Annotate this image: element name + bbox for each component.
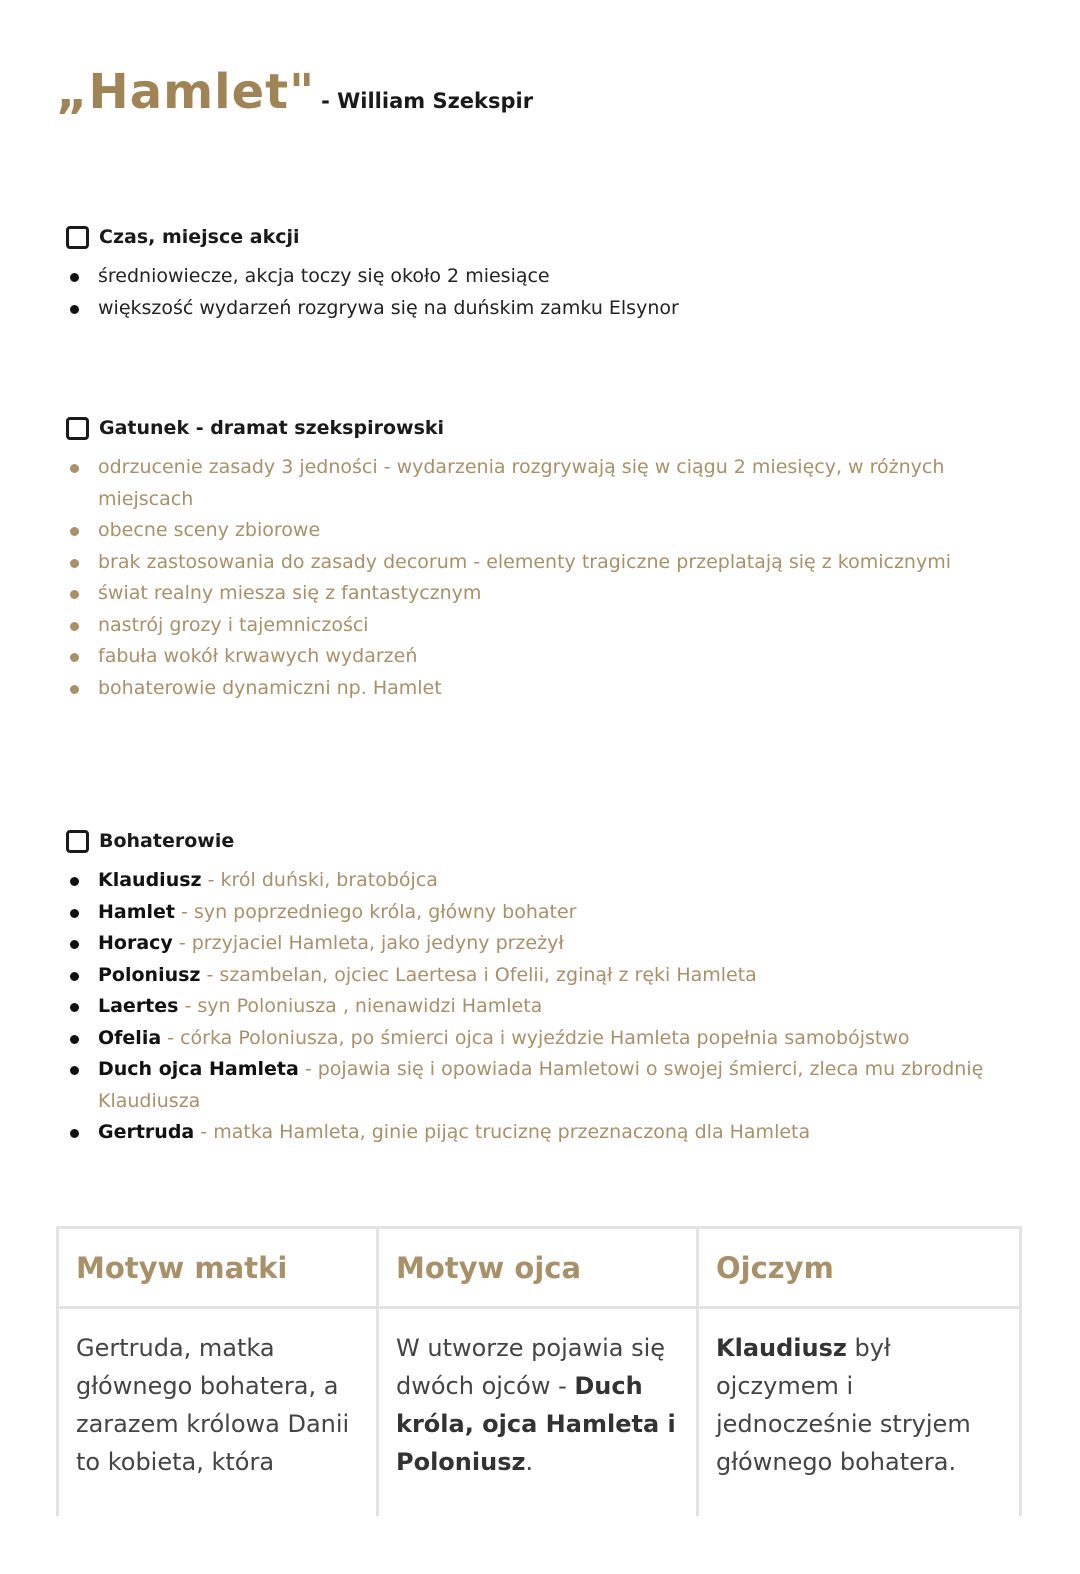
document-title: „Hamlet" (56, 64, 316, 120)
character-desc: - szambelan, ojciec Laertesa i Ofelii, zginął z ręki Hamleta (200, 963, 757, 986)
character-name: Ofelia (98, 1026, 162, 1049)
section-title: Bohaterowie (99, 830, 235, 852)
list-item: bohaterowie dynamiczni np. Hamlet (66, 673, 1036, 705)
bullet-icon (70, 877, 79, 886)
character-name: Laertes (98, 995, 179, 1017)
bullet-icon (70, 940, 79, 949)
motifs-table (56, 1226, 1022, 1516)
bullet-icon (70, 1003, 79, 1012)
character-name: Poloniusz (98, 963, 201, 986)
document-author: - William Szekspir (321, 89, 534, 113)
character-desc: - matka Hamleta, ginie pijąc truciznę przeznaczoną dla Hamleta (194, 1121, 811, 1143)
character-list (66, 865, 1036, 1149)
section-gatunek (66, 414, 1036, 704)
bullet-list (66, 261, 1036, 324)
list-item: świat realny miesza się z fantastycznym (66, 578, 1036, 610)
bullet-icon (70, 972, 79, 981)
list-item: większość wydarzeń rozgrywa się na duńskim zamku Elsynor (66, 293, 1036, 325)
column-heading: Ojczym (699, 1229, 1019, 1309)
character-desc: - syn poprzedniego króla, główny bohater (175, 900, 577, 923)
character-item (66, 1023, 1036, 1055)
bullet-icon (70, 559, 79, 568)
column-text: Klaudiusz był ojczymem i jednocześnie stryjem głównego bohatera. (716, 1334, 971, 1476)
section-header (66, 223, 1036, 251)
character-name: Hamlet (98, 900, 176, 923)
document-header (56, 64, 533, 120)
bullet-icon (70, 653, 79, 662)
list-item: nastrój grozy i tajemniczości (66, 610, 1036, 642)
character-item (66, 1054, 1036, 1117)
bullet-icon (70, 1066, 79, 1075)
character-name: Horacy (98, 932, 173, 954)
character-name: Klaudiusz (98, 869, 202, 891)
section-header (66, 827, 1036, 855)
list-item: odrzucenie zasady 3 jedności - wydarzenia rozgrywają się w ciągu 2 miesięcy, w różnych miejscach (66, 452, 1036, 515)
table-column-matka (59, 1229, 379, 1516)
column-heading: Motyw matki (59, 1229, 376, 1309)
character-desc: - przyjaciel Hamleta, jako jedyny przeżył (172, 932, 564, 954)
checkbox-icon[interactable] (66, 417, 89, 440)
section-title: Gatunek - dramat szekspirowski (99, 417, 445, 439)
table-column-ojca (379, 1229, 699, 1516)
list-item: średniowiecze, akcja toczy się około 2 miesiące (66, 261, 1036, 293)
character-desc: - pojawia się i opowiada Hamletowi o swojej śmierci, zleca mu zbrodnię Klaudiusza (98, 1058, 984, 1112)
bullet-icon (70, 590, 79, 599)
bullet-icon (70, 685, 79, 694)
bullet-icon (70, 1129, 79, 1138)
bullet-icon (70, 273, 79, 282)
column-text: W utworze pojawia się dwóch ojców - Duch króla, ojca Hamleta i Poloniusz. (396, 1334, 676, 1476)
list-item: obecne sceny zbiorowe (66, 515, 1036, 547)
column-heading: Motyw ojca (379, 1229, 696, 1309)
bullet-icon (70, 909, 79, 918)
section-bohaterowie (66, 827, 1036, 1149)
character-item (66, 865, 1036, 897)
section-czas (66, 223, 1036, 324)
list-item: fabuła wokół krwawych wydarzeń (66, 641, 1036, 673)
character-desc: - syn Poloniusza , nienawidzi Hamleta (178, 995, 543, 1017)
bullet-icon (70, 464, 79, 473)
character-name: Duch ojca Hamleta (98, 1058, 299, 1080)
table-column-ojczym (699, 1229, 1019, 1516)
character-item (66, 991, 1036, 1023)
character-item (66, 928, 1036, 960)
bullet-icon (70, 305, 79, 314)
column-text: Gertruda, matka głównego bohatera, a zarazem królowa Danii to kobieta, która (76, 1334, 350, 1476)
checkbox-icon[interactable] (66, 226, 89, 249)
character-item (66, 897, 1036, 929)
list-item: brak zastosowania do zasady decorum - elementy tragiczne przeplatają się z komicznymi (66, 547, 1036, 579)
character-name: Gertruda (98, 1121, 195, 1143)
bullet-list (66, 452, 1036, 704)
checkbox-icon[interactable] (66, 830, 89, 853)
character-item (66, 960, 1036, 992)
bullet-icon (70, 1035, 79, 1044)
character-desc: - córka Poloniusza, po śmierci ojca i wyjeździe Hamleta popełnia samobójstwo (161, 1026, 910, 1049)
bullet-icon (70, 527, 79, 536)
character-item (66, 1117, 1036, 1149)
section-header (66, 414, 1036, 442)
section-title: Czas, miejsce akcji (99, 226, 300, 248)
character-desc: - król duński, bratobójca (201, 869, 438, 891)
bullet-icon (70, 622, 79, 631)
